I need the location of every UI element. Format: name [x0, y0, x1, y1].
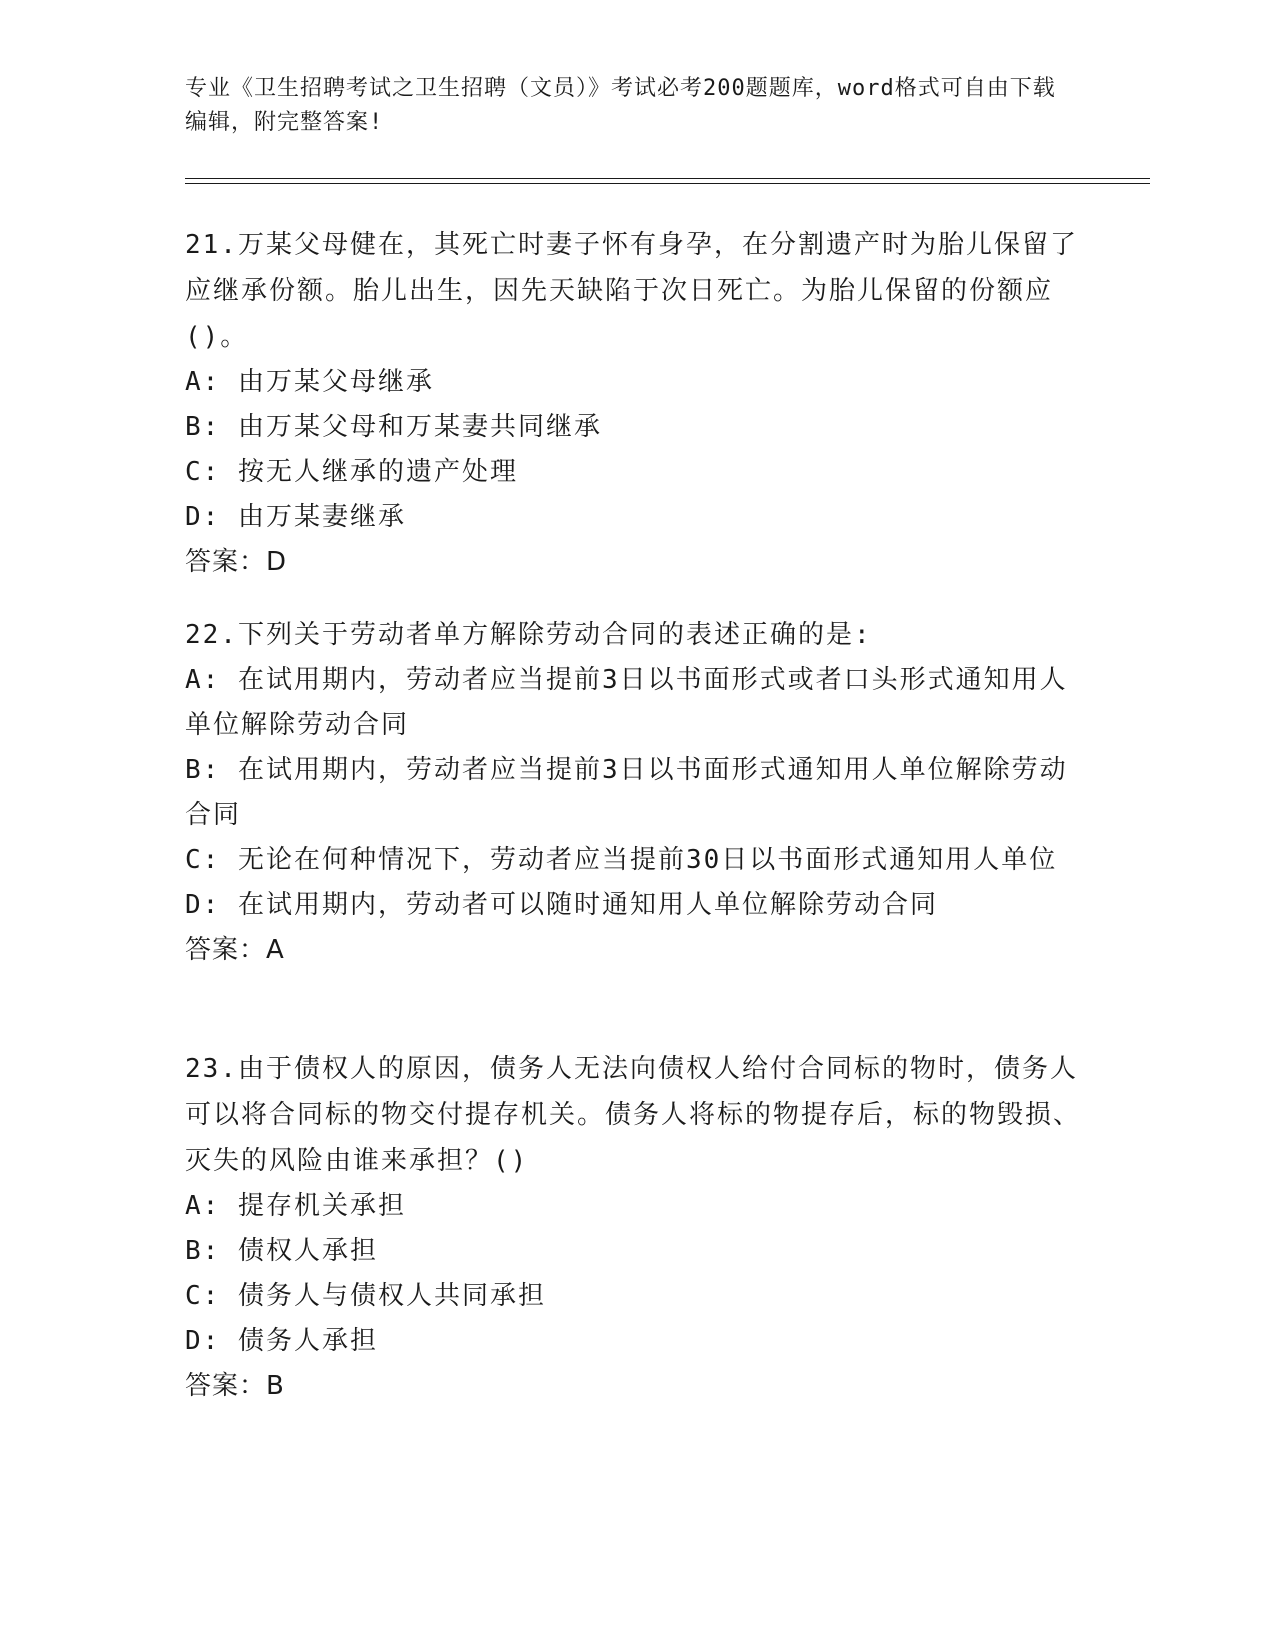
option-b: B: 在试用期内，劳动者应当提前3日以书面形式通知用人单位解除劳动合同	[185, 755, 1068, 830]
answer-line	[185, 1364, 1085, 1409]
document-intro: 专业《卫生招聘考试之卫生招聘（文员）》考试必考200题题库，word格式可自由下载编辑，附完整答案!	[185, 76, 1056, 135]
option-a: A: 在试用期内，劳动者应当提前3日以书面形式或者口头形式通知用人单位解除劳动合同	[185, 665, 1068, 740]
answer-value: D	[266, 547, 288, 577]
answer-value: A	[266, 935, 285, 965]
option-c: C: 按无人继承的遗产处理	[185, 457, 518, 487]
question-stem: 21.万某父母健在，其死亡时妻子怀有身孕，在分割遗产时为胎儿保留了应继承份额。胎儿出生，因先天缺陷于次日死亡。为胎儿保留的份额应()。	[185, 230, 1078, 352]
header-divider-top	[185, 178, 1150, 179]
question-22	[185, 612, 1085, 973]
option-d: D: 在试用期内，劳动者可以随时通知用人单位解除劳动合同	[185, 890, 938, 920]
option-b: B: 由万某父母和万某妻共同继承	[185, 412, 602, 442]
option-d: D: 债务人承担	[185, 1326, 378, 1356]
answer-label: 答案：	[185, 1371, 267, 1401]
header-divider-bottom	[185, 183, 1150, 184]
answer-line	[185, 540, 1085, 585]
option-d: D: 由万某妻继承	[185, 502, 406, 532]
answer-label: 答案：	[185, 935, 267, 965]
question-stem: 22.下列关于劳动者单方解除劳动合同的表述正确的是:	[185, 620, 872, 650]
answer-label: 答案：	[185, 547, 267, 577]
question-23	[185, 1046, 1085, 1409]
answer-line	[185, 928, 1085, 973]
question-stem: 23.由于债权人的原因，债务人无法向债权人给付合同标的物时，债务人可以将合同标的物交付提存机关。债务人将标的物提存后，标的物毁损、灭失的风险由谁来承担？()	[185, 1054, 1082, 1176]
option-a: A: 提存机关承担	[185, 1191, 406, 1221]
option-a: A: 由万某父母继承	[185, 367, 434, 397]
option-b: B: 债权人承担	[185, 1236, 378, 1266]
question-21	[185, 222, 1085, 585]
answer-value: B	[266, 1371, 285, 1401]
option-c: C: 无论在何种情况下，劳动者应当提前30日以书面形式通知用人单位	[185, 845, 1058, 875]
option-c: C: 债务人与债权人共同承担	[185, 1281, 546, 1311]
